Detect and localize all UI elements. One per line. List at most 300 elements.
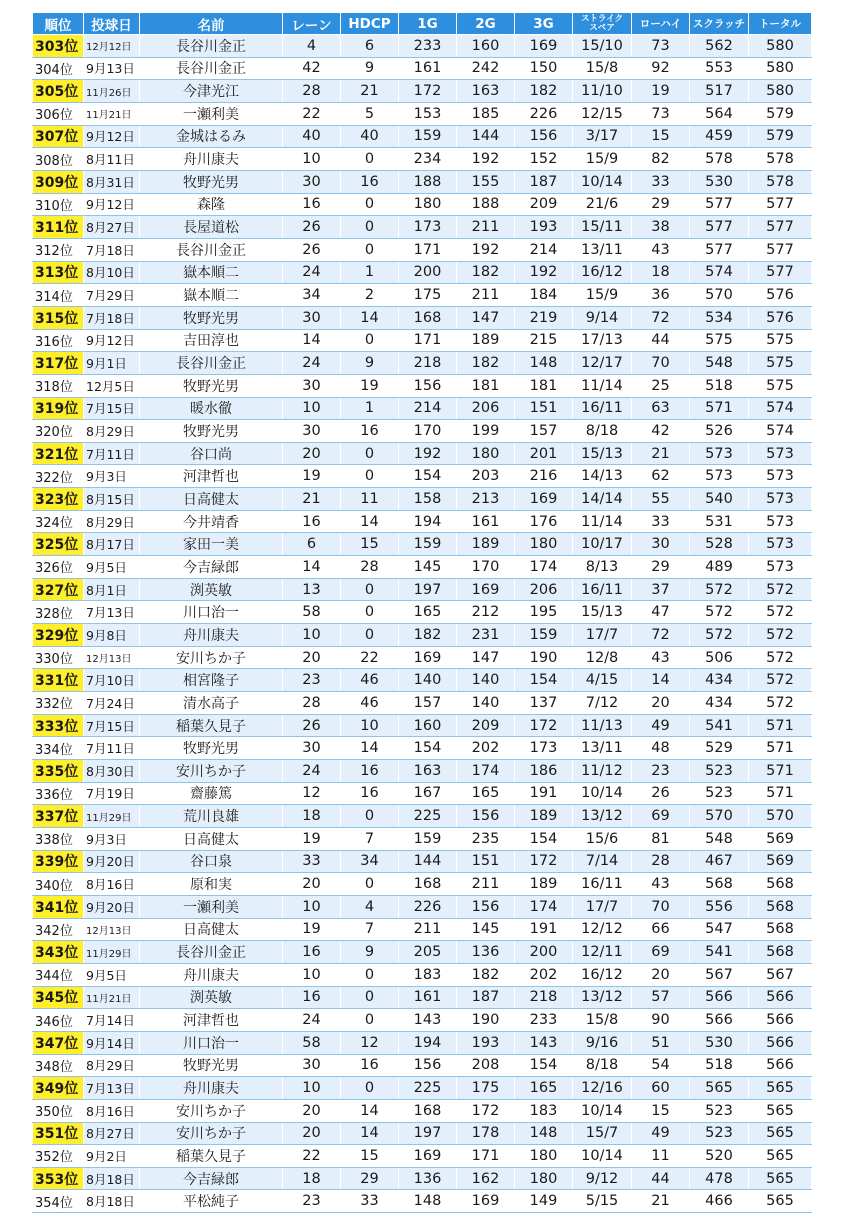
table-row [33,533,812,556]
cell-strike-spare: 8/18 [573,1054,632,1077]
cell-lowhigh: 43 [632,238,690,261]
cell-player-name: 家田一美 [140,533,283,556]
cell-game3: 154 [515,669,573,692]
table-row [33,624,812,647]
cell-game1: 173 [399,216,457,239]
cell-player-name: 稲葉久見子 [140,714,283,737]
cell-player-name: 稲葉久見子 [140,1145,283,1168]
cell-rank: 321位 [33,442,84,465]
cell-lane: 30 [283,306,341,329]
cell-date: 7月15日 [84,397,140,420]
cell-game1: 165 [399,601,457,624]
cell-game1: 226 [399,895,457,918]
cell-scratch: 562 [690,35,749,58]
cell-game1: 197 [399,578,457,601]
cell-game3: 202 [515,963,573,986]
cell-lowhigh: 44 [632,1167,690,1190]
cell-total: 576 [749,284,812,307]
cell-strike-spare: 8/13 [573,556,632,579]
table-row [33,918,812,941]
cell-date: 9月8日 [84,624,140,647]
cell-game2: 171 [457,1145,515,1168]
cell-lane: 33 [283,850,341,873]
cell-scratch: 541 [690,714,749,737]
cell-lowhigh: 18 [632,261,690,284]
cell-game1: 156 [399,1054,457,1077]
cell-date: 8月15日 [84,488,140,511]
cell-player-name: 暖水徹 [140,397,283,420]
cell-scratch: 523 [690,782,749,805]
cell-game3: 189 [515,873,573,896]
cell-player-name: 谷口尚 [140,442,283,465]
cell-lowhigh: 63 [632,397,690,420]
cell-rank: 306位 [33,102,84,125]
cell-date: 7月24日 [84,692,140,715]
cell-strike-spare: 15/10 [573,35,632,58]
cell-hdcp: 22 [341,646,399,669]
cell-player-name: 日高健太 [140,488,283,511]
cell-player-name: 安川ちか子 [140,760,283,783]
cell-game3: 154 [515,827,573,850]
cell-hdcp: 0 [341,465,399,488]
cell-strike-spare: 15/9 [573,148,632,171]
cell-game1: 145 [399,556,457,579]
cell-hdcp: 11 [341,488,399,511]
cell-strike-spare: 11/14 [573,374,632,397]
cell-hdcp: 14 [341,737,399,760]
cell-total: 576 [749,306,812,329]
cell-player-name: 牧野光男 [140,1054,283,1077]
cell-game2: 203 [457,465,515,488]
cell-lane: 20 [283,873,341,896]
cell-hdcp: 16 [341,170,399,193]
header-name[interactable]: 名前 [140,13,283,35]
cell-game2: 188 [457,193,515,216]
cell-game3: 215 [515,329,573,352]
cell-lane: 4 [283,35,341,58]
cell-total: 580 [749,57,812,80]
cell-strike-spare: 9/14 [573,306,632,329]
cell-scratch: 553 [690,57,749,80]
cell-game3: 192 [515,261,573,284]
cell-game3: 154 [515,1054,573,1077]
cell-lowhigh: 73 [632,35,690,58]
cell-game1: 182 [399,624,457,647]
cell-lowhigh: 42 [632,420,690,443]
cell-game1: 159 [399,533,457,556]
cell-hdcp: 12 [341,1031,399,1054]
cell-game2: 156 [457,895,515,918]
cell-rank: 337位 [33,805,84,828]
cell-strike-spare: 15/13 [573,442,632,465]
cell-player-name: 長谷川金正 [140,352,283,375]
cell-strike-spare: 12/15 [573,102,632,125]
cell-total: 573 [749,488,812,511]
cell-rank: 325位 [33,533,84,556]
cell-strike-spare: 9/16 [573,1031,632,1054]
cell-scratch: 566 [690,986,749,1009]
cell-strike-spare: 4/15 [573,669,632,692]
cell-game2: 235 [457,827,515,850]
cell-player-name: 舟川康夫 [140,624,283,647]
cell-hdcp: 0 [341,238,399,261]
cell-game2: 187 [457,986,515,1009]
cell-lowhigh: 38 [632,216,690,239]
cell-strike-spare: 10/14 [573,1145,632,1168]
cell-game3: 216 [515,465,573,488]
cell-lane: 14 [283,329,341,352]
cell-game3: 152 [515,148,573,171]
cell-game2: 169 [457,1190,515,1213]
cell-total: 572 [749,601,812,624]
ranking-table-container [32,12,810,1213]
cell-total: 573 [749,465,812,488]
cell-game1: 157 [399,692,457,715]
header-lane[interactable]: レーン [283,13,341,35]
cell-total: 571 [749,760,812,783]
cell-lane: 19 [283,465,341,488]
cell-lane: 30 [283,374,341,397]
cell-total: 571 [749,782,812,805]
cell-total: 565 [749,1099,812,1122]
header-lowhigh[interactable]: ローハイ [632,13,690,35]
cell-rank: 354位 [33,1190,84,1213]
cell-rank: 311位 [33,216,84,239]
cell-rank: 305位 [33,80,84,103]
cell-total: 565 [749,1145,812,1168]
cell-total: 578 [749,148,812,171]
cell-strike-spare: 14/14 [573,488,632,511]
cell-rank: 324位 [33,510,84,533]
cell-strike-spare: 12/17 [573,352,632,375]
cell-strike-spare: 10/17 [573,533,632,556]
cell-lane: 30 [283,737,341,760]
cell-date: 7月14日 [84,1009,140,1032]
header-game1[interactable]: 1G [399,13,457,35]
cell-scratch: 577 [690,193,749,216]
header-strike-label: ストライク [580,13,624,24]
header-game3[interactable]: 3G [515,13,573,35]
cell-game3: 218 [515,986,573,1009]
cell-rank: 342位 [33,918,84,941]
cell-date: 9月12日 [84,193,140,216]
cell-date: 11月26日 [84,80,140,103]
cell-game1: 188 [399,170,457,193]
cell-strike-spare: 15/13 [573,601,632,624]
header-game2[interactable]: 2G [457,13,515,35]
cell-strike-spare: 7/12 [573,692,632,715]
cell-date: 9月20日 [84,895,140,918]
ranking-rows [33,35,812,1213]
cell-hdcp: 16 [341,420,399,443]
cell-lane: 26 [283,238,341,261]
cell-game2: 172 [457,1099,515,1122]
cell-total: 569 [749,850,812,873]
cell-player-name: 渕英敏 [140,986,283,1009]
cell-lowhigh: 29 [632,193,690,216]
cell-scratch: 540 [690,488,749,511]
cell-lowhigh: 57 [632,986,690,1009]
cell-game1: 194 [399,1031,457,1054]
cell-game1: 136 [399,1167,457,1190]
cell-rank: 331位 [33,669,84,692]
cell-scratch: 556 [690,895,749,918]
cell-game1: 233 [399,35,457,58]
cell-hdcp: 19 [341,374,399,397]
table-row [33,986,812,1009]
cell-game2: 140 [457,669,515,692]
cell-lowhigh: 81 [632,827,690,850]
cell-strike-spare: 11/12 [573,760,632,783]
cell-rank: 329位 [33,624,84,647]
cell-lowhigh: 28 [632,850,690,873]
cell-player-name: 舟川康夫 [140,1077,283,1100]
cell-scratch: 531 [690,510,749,533]
cell-game3: 172 [515,714,573,737]
cell-rank: 327位 [33,578,84,601]
cell-lowhigh: 66 [632,918,690,941]
cell-rank: 348位 [33,1054,84,1077]
cell-lane: 28 [283,80,341,103]
cell-game2: 206 [457,397,515,420]
cell-date: 8月18日 [84,1167,140,1190]
cell-player-name: 川口治一 [140,601,283,624]
cell-rank: 338位 [33,827,84,850]
header-hdcp[interactable]: HDCP [341,13,399,35]
cell-lowhigh: 72 [632,624,690,647]
cell-lane: 22 [283,102,341,125]
table-row [33,782,812,805]
cell-player-name: 牧野光男 [140,420,283,443]
cell-game2: 144 [457,125,515,148]
cell-game1: 158 [399,488,457,511]
cell-game2: 182 [457,261,515,284]
cell-scratch: 547 [690,918,749,941]
cell-scratch: 577 [690,238,749,261]
cell-rank: 350位 [33,1099,84,1122]
cell-game1: 172 [399,80,457,103]
cell-game3: 149 [515,1190,573,1213]
cell-rank: 332位 [33,692,84,715]
table-row [33,1145,812,1168]
cell-total: 571 [749,737,812,760]
cell-rank: 313位 [33,261,84,284]
cell-player-name: 荒川良雄 [140,805,283,828]
cell-game2: 180 [457,442,515,465]
cell-date: 8月11日 [84,148,140,171]
cell-lowhigh: 43 [632,873,690,896]
cell-date: 11月29日 [84,805,140,828]
cell-lane: 22 [283,1145,341,1168]
cell-total: 568 [749,918,812,941]
cell-lowhigh: 33 [632,510,690,533]
cell-lowhigh: 43 [632,646,690,669]
cell-rank: 346位 [33,1009,84,1032]
cell-lane: 16 [283,986,341,1009]
cell-hdcp: 6 [341,35,399,58]
header-strike-spare[interactable] [573,13,632,35]
cell-game3: 214 [515,238,573,261]
table-row [33,941,812,964]
cell-total: 574 [749,397,812,420]
cell-total: 580 [749,35,812,58]
cell-rank: 335位 [33,760,84,783]
cell-game2: 136 [457,941,515,964]
header-scratch[interactable]: スクラッチ [690,13,749,35]
table-row [33,692,812,715]
cell-game3: 137 [515,692,573,715]
table-row [33,1122,812,1145]
cell-total: 571 [749,714,812,737]
header-date[interactable]: 投球日 [84,13,140,35]
cell-game2: 155 [457,170,515,193]
table-row [33,306,812,329]
cell-total: 568 [749,895,812,918]
cell-game1: 171 [399,329,457,352]
cell-hdcp: 0 [341,963,399,986]
cell-lane: 6 [283,533,341,556]
cell-rank: 336位 [33,782,84,805]
cell-hdcp: 10 [341,714,399,737]
cell-date: 8月17日 [84,533,140,556]
cell-strike-spare: 15/8 [573,57,632,80]
cell-game2: 170 [457,556,515,579]
cell-total: 567 [749,963,812,986]
cell-strike-spare: 7/14 [573,850,632,873]
cell-lane: 19 [283,827,341,850]
cell-date: 9月5日 [84,556,140,579]
cell-hdcp: 0 [341,1009,399,1032]
table-row [33,850,812,873]
cell-scratch: 517 [690,80,749,103]
cell-game3: 156 [515,125,573,148]
cell-strike-spare: 15/8 [573,1009,632,1032]
cell-lowhigh: 21 [632,442,690,465]
cell-scratch: 529 [690,737,749,760]
cell-lane: 18 [283,805,341,828]
cell-scratch: 574 [690,261,749,284]
cell-strike-spare: 12/11 [573,941,632,964]
cell-hdcp: 0 [341,578,399,601]
cell-scratch: 573 [690,442,749,465]
cell-game2: 199 [457,420,515,443]
cell-rank: 317位 [33,352,84,375]
cell-total: 572 [749,646,812,669]
header-rank[interactable]: 順位 [33,13,84,35]
cell-lane: 24 [283,760,341,783]
cell-scratch: 548 [690,827,749,850]
cell-hdcp: 14 [341,1099,399,1122]
cell-game1: 161 [399,986,457,1009]
cell-player-name: 牧野光男 [140,306,283,329]
cell-scratch: 575 [690,329,749,352]
table-row [33,102,812,125]
cell-hdcp: 46 [341,669,399,692]
cell-strike-spare: 16/12 [573,261,632,284]
cell-game3: 183 [515,1099,573,1122]
cell-total: 575 [749,374,812,397]
cell-strike-spare: 15/7 [573,1122,632,1145]
cell-lowhigh: 49 [632,1122,690,1145]
cell-player-name: 日高健太 [140,918,283,941]
cell-player-name: 舟川康夫 [140,148,283,171]
cell-scratch: 572 [690,624,749,647]
cell-date: 12月13日 [84,918,140,941]
header-total[interactable]: トータル [749,13,812,35]
cell-lowhigh: 90 [632,1009,690,1032]
cell-game2: 211 [457,284,515,307]
cell-game2: 213 [457,488,515,511]
cell-lowhigh: 73 [632,102,690,125]
cell-hdcp: 0 [341,193,399,216]
cell-rank: 343位 [33,941,84,964]
cell-rank: 340位 [33,873,84,896]
cell-game2: 182 [457,352,515,375]
table-row [33,80,812,103]
table-row [33,170,812,193]
cell-scratch: 565 [690,1077,749,1100]
cell-date: 8月16日 [84,873,140,896]
cell-total: 577 [749,193,812,216]
cell-game3: 209 [515,193,573,216]
cell-scratch: 571 [690,397,749,420]
cell-date: 8月30日 [84,760,140,783]
cell-total: 572 [749,578,812,601]
cell-scratch: 520 [690,1145,749,1168]
cell-lane: 30 [283,420,341,443]
cell-game1: 171 [399,238,457,261]
cell-date: 8月27日 [84,216,140,239]
cell-game1: 192 [399,442,457,465]
cell-rank: 307位 [33,125,84,148]
cell-lane: 30 [283,1054,341,1077]
cell-total: 579 [749,125,812,148]
cell-lane: 16 [283,941,341,964]
cell-rank: 315位 [33,306,84,329]
cell-date: 12月12日 [84,35,140,58]
cell-lane: 10 [283,148,341,171]
cell-date: 9月1日 [84,352,140,375]
cell-game3: 193 [515,216,573,239]
cell-player-name: 長屋道松 [140,216,283,239]
cell-game1: 161 [399,57,457,80]
table-row [33,737,812,760]
cell-player-name: 河津哲也 [140,465,283,488]
cell-game1: 183 [399,963,457,986]
cell-player-name: 牧野光男 [140,374,283,397]
cell-strike-spare: 10/14 [573,782,632,805]
cell-player-name: 今津光江 [140,80,283,103]
cell-hdcp: 1 [341,397,399,420]
cell-lowhigh: 69 [632,941,690,964]
cell-lowhigh: 82 [632,148,690,171]
cell-game1: 156 [399,374,457,397]
cell-lowhigh: 21 [632,1190,690,1213]
cell-player-name: 牧野光男 [140,170,283,193]
cell-total: 565 [749,1167,812,1190]
cell-game1: 144 [399,850,457,873]
cell-game2: 192 [457,238,515,261]
cell-lowhigh: 92 [632,57,690,80]
cell-lane: 58 [283,601,341,624]
cell-rank: 351位 [33,1122,84,1145]
cell-lane: 34 [283,284,341,307]
table-row [33,374,812,397]
table-row [33,57,812,80]
cell-game2: 163 [457,80,515,103]
cell-scratch: 459 [690,125,749,148]
cell-hdcp: 15 [341,1145,399,1168]
